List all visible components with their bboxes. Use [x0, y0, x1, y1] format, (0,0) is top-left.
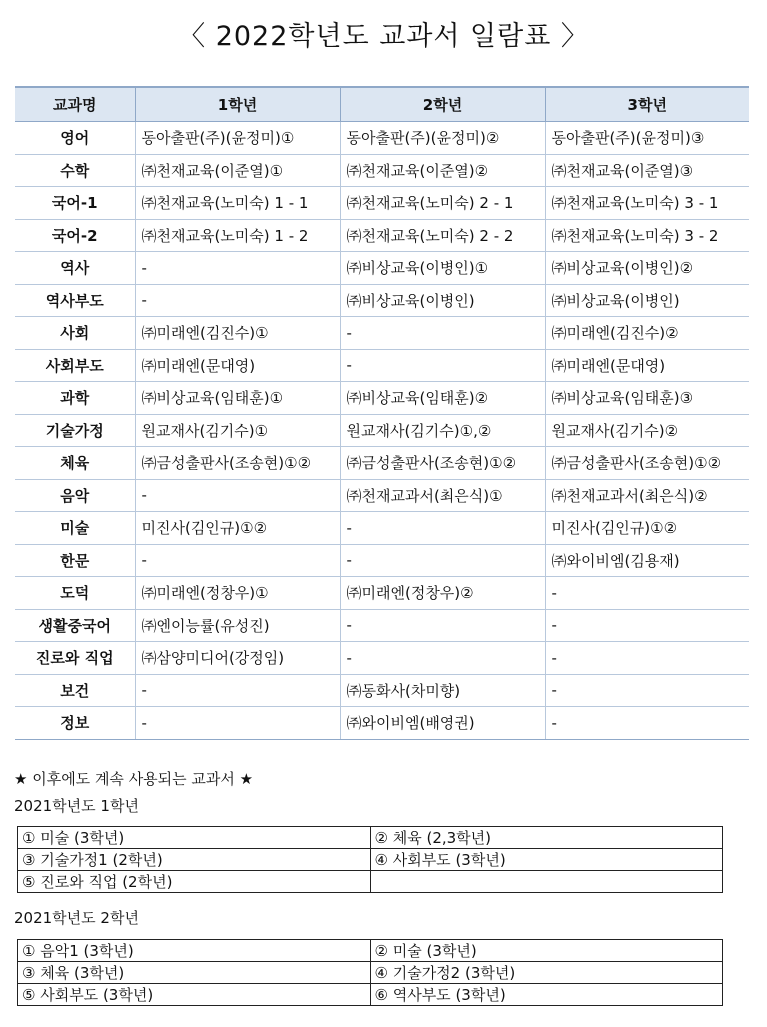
publisher-cell: 원교재사(김기수)②	[545, 414, 749, 447]
column-header: 교과명	[15, 87, 135, 122]
table-row	[15, 252, 749, 285]
publisher-cell: ㈜천재교육(노미숙) 2 - 2	[340, 219, 545, 252]
publisher-cell: ㈜천재교과서(최은식)②	[545, 479, 749, 512]
publisher-cell: ㈜미래엔(김진수)①	[135, 317, 340, 350]
publisher-cell: ㈜비상교육(이병인)	[545, 284, 749, 317]
subject-cell: 사회부도	[15, 349, 135, 382]
publisher-cell: ㈜동화사(차미향)	[340, 674, 545, 707]
publisher-cell: ㈜천재교육(이준열)③	[545, 154, 749, 187]
section2-heading: 2021학년도 2학년	[14, 909, 139, 927]
subject-cell: 과학	[15, 382, 135, 415]
publisher-cell: ㈜천재교과서(최은식)①	[340, 479, 545, 512]
publisher-cell: -	[340, 512, 545, 545]
publisher-cell: -	[135, 284, 340, 317]
publisher-cell: 동아출판(주)(윤정미)③	[545, 122, 749, 155]
table-row	[18, 849, 723, 871]
table-cell: ⑤ 진로와 직업 (2학년)	[18, 871, 371, 893]
table-row	[15, 187, 749, 220]
table-row	[15, 317, 749, 350]
subject-cell: 미술	[15, 512, 135, 545]
publisher-cell: ㈜미래엔(문대영)	[135, 349, 340, 382]
table-row	[15, 219, 749, 252]
note-title: ★ 이후에도 계속 사용되는 교과서 ★	[14, 770, 254, 788]
table-row	[15, 642, 749, 675]
table-row	[18, 871, 723, 893]
table-cell: ⑤ 사회부도 (3학년)	[18, 984, 371, 1006]
table-row	[18, 940, 723, 962]
table-row	[18, 962, 723, 984]
publisher-cell: ㈜금성출판사(조송현)①②	[340, 447, 545, 480]
subject-cell: 음악	[15, 479, 135, 512]
column-header: 1학년	[135, 87, 340, 122]
subject-cell: 기술가정	[15, 414, 135, 447]
subject-cell: 진로와 직업	[15, 642, 135, 675]
publisher-cell: -	[340, 544, 545, 577]
table-row	[15, 609, 749, 642]
table-row	[18, 827, 723, 849]
table-cell: ③ 기술가정1 (2학년)	[18, 849, 371, 871]
publisher-cell: 미진사(김인규)①②	[545, 512, 749, 545]
publisher-cell: ㈜금성출판사(조송현)①②	[545, 447, 749, 480]
subject-cell: 국어-2	[15, 219, 135, 252]
table-row	[15, 284, 749, 317]
subject-cell: 수학	[15, 154, 135, 187]
publisher-cell: -	[340, 609, 545, 642]
publisher-cell: -	[545, 577, 749, 610]
publisher-cell: ㈜비상교육(이병인)	[340, 284, 545, 317]
publisher-cell: 원교재사(김기수)①	[135, 414, 340, 447]
subject-cell: 정보	[15, 707, 135, 740]
publisher-cell: ㈜미래엔(문대영)	[545, 349, 749, 382]
table-cell: ④ 기술가정2 (3학년)	[370, 962, 723, 984]
publisher-cell: -	[545, 707, 749, 740]
publisher-cell: -	[135, 544, 340, 577]
publisher-cell: -	[340, 317, 545, 350]
subject-cell: 보건	[15, 674, 135, 707]
table-row	[15, 382, 749, 415]
table-cell: ⑥ 역사부도 (3학년)	[370, 984, 723, 1006]
subject-cell: 체육	[15, 447, 135, 480]
table-row	[18, 984, 723, 1006]
publisher-cell: ㈜엔이능률(유성진)	[135, 609, 340, 642]
table-row	[15, 154, 749, 187]
publisher-cell: 동아출판(주)(윤정미)①	[135, 122, 340, 155]
publisher-cell: -	[135, 252, 340, 285]
publisher-cell: ㈜천재교육(노미숙) 2 - 1	[340, 187, 545, 220]
table-row	[15, 707, 749, 740]
table-row	[15, 674, 749, 707]
publisher-cell: ㈜미래엔(정창우)①	[135, 577, 340, 610]
publisher-cell: ㈜미래엔(정창우)②	[340, 577, 545, 610]
table-row	[15, 544, 749, 577]
table-cell	[370, 871, 723, 893]
publisher-cell: ㈜삼양미디어(강정임)	[135, 642, 340, 675]
table-header-row	[15, 87, 749, 122]
table-row	[15, 414, 749, 447]
publisher-cell: -	[135, 707, 340, 740]
section2-table	[17, 939, 723, 1006]
column-header: 3학년	[545, 87, 749, 122]
publisher-cell: ㈜미래엔(김진수)②	[545, 317, 749, 350]
publisher-cell: -	[545, 642, 749, 675]
publisher-cell: ㈜비상교육(이병인)①	[340, 252, 545, 285]
subject-cell: 생활중국어	[15, 609, 135, 642]
publisher-cell: -	[545, 674, 749, 707]
publisher-cell: -	[135, 674, 340, 707]
publisher-cell: 미진사(김인규)①②	[135, 512, 340, 545]
table-row	[15, 447, 749, 480]
publisher-cell: -	[340, 642, 545, 675]
subject-cell: 도덕	[15, 577, 135, 610]
table-row	[15, 479, 749, 512]
table-cell: ① 음악1 (3학년)	[18, 940, 371, 962]
subject-cell: 사회	[15, 317, 135, 350]
publisher-cell: ㈜천재교육(노미숙) 1 - 2	[135, 219, 340, 252]
publisher-cell: ㈜비상교육(임태훈)②	[340, 382, 545, 415]
textbook-table	[15, 86, 749, 740]
table-row	[15, 577, 749, 610]
publisher-cell: ㈜비상교육(이병인)②	[545, 252, 749, 285]
publisher-cell: ㈜천재교육(노미숙) 1 - 1	[135, 187, 340, 220]
table-cell: ③ 체육 (3학년)	[18, 962, 371, 984]
subject-cell: 한문	[15, 544, 135, 577]
table-cell: ② 미술 (3학년)	[370, 940, 723, 962]
publisher-cell: -	[340, 349, 545, 382]
column-header: 2학년	[340, 87, 545, 122]
publisher-cell: ㈜와이비엠(배영권)	[340, 707, 545, 740]
section1-heading: 2021학년도 1학년	[14, 797, 139, 815]
publisher-cell: ㈜비상교육(임태훈)③	[545, 382, 749, 415]
subject-cell: 영어	[15, 122, 135, 155]
table-cell: ② 체육 (2,3학년)	[370, 827, 723, 849]
publisher-cell: ㈜비상교육(임태훈)①	[135, 382, 340, 415]
publisher-cell: ㈜천재교육(노미숙) 3 - 2	[545, 219, 749, 252]
publisher-cell: -	[545, 609, 749, 642]
table-cell: ① 미술 (3학년)	[18, 827, 371, 849]
page-title: 〈 2022학년도 교과서 일람표 〉	[178, 21, 589, 52]
table-row	[15, 122, 749, 155]
table-cell: ④ 사회부도 (3학년)	[370, 849, 723, 871]
publisher-cell: -	[135, 479, 340, 512]
publisher-cell: ㈜천재교육(이준열)②	[340, 154, 545, 187]
publisher-cell: ㈜천재교육(노미숙) 3 - 1	[545, 187, 749, 220]
table-row	[15, 349, 749, 382]
publisher-cell: 동아출판(주)(윤정미)②	[340, 122, 545, 155]
section1-table	[17, 826, 723, 893]
publisher-cell: ㈜천재교육(이준열)①	[135, 154, 340, 187]
publisher-cell: 원교재사(김기수)①,②	[340, 414, 545, 447]
publisher-cell: ㈜와이비엠(김용재)	[545, 544, 749, 577]
subject-cell: 역사부도	[15, 284, 135, 317]
publisher-cell: ㈜금성출판사(조송현)①②	[135, 447, 340, 480]
subject-cell: 역사	[15, 252, 135, 285]
table-row	[15, 512, 749, 545]
subject-cell: 국어-1	[15, 187, 135, 220]
